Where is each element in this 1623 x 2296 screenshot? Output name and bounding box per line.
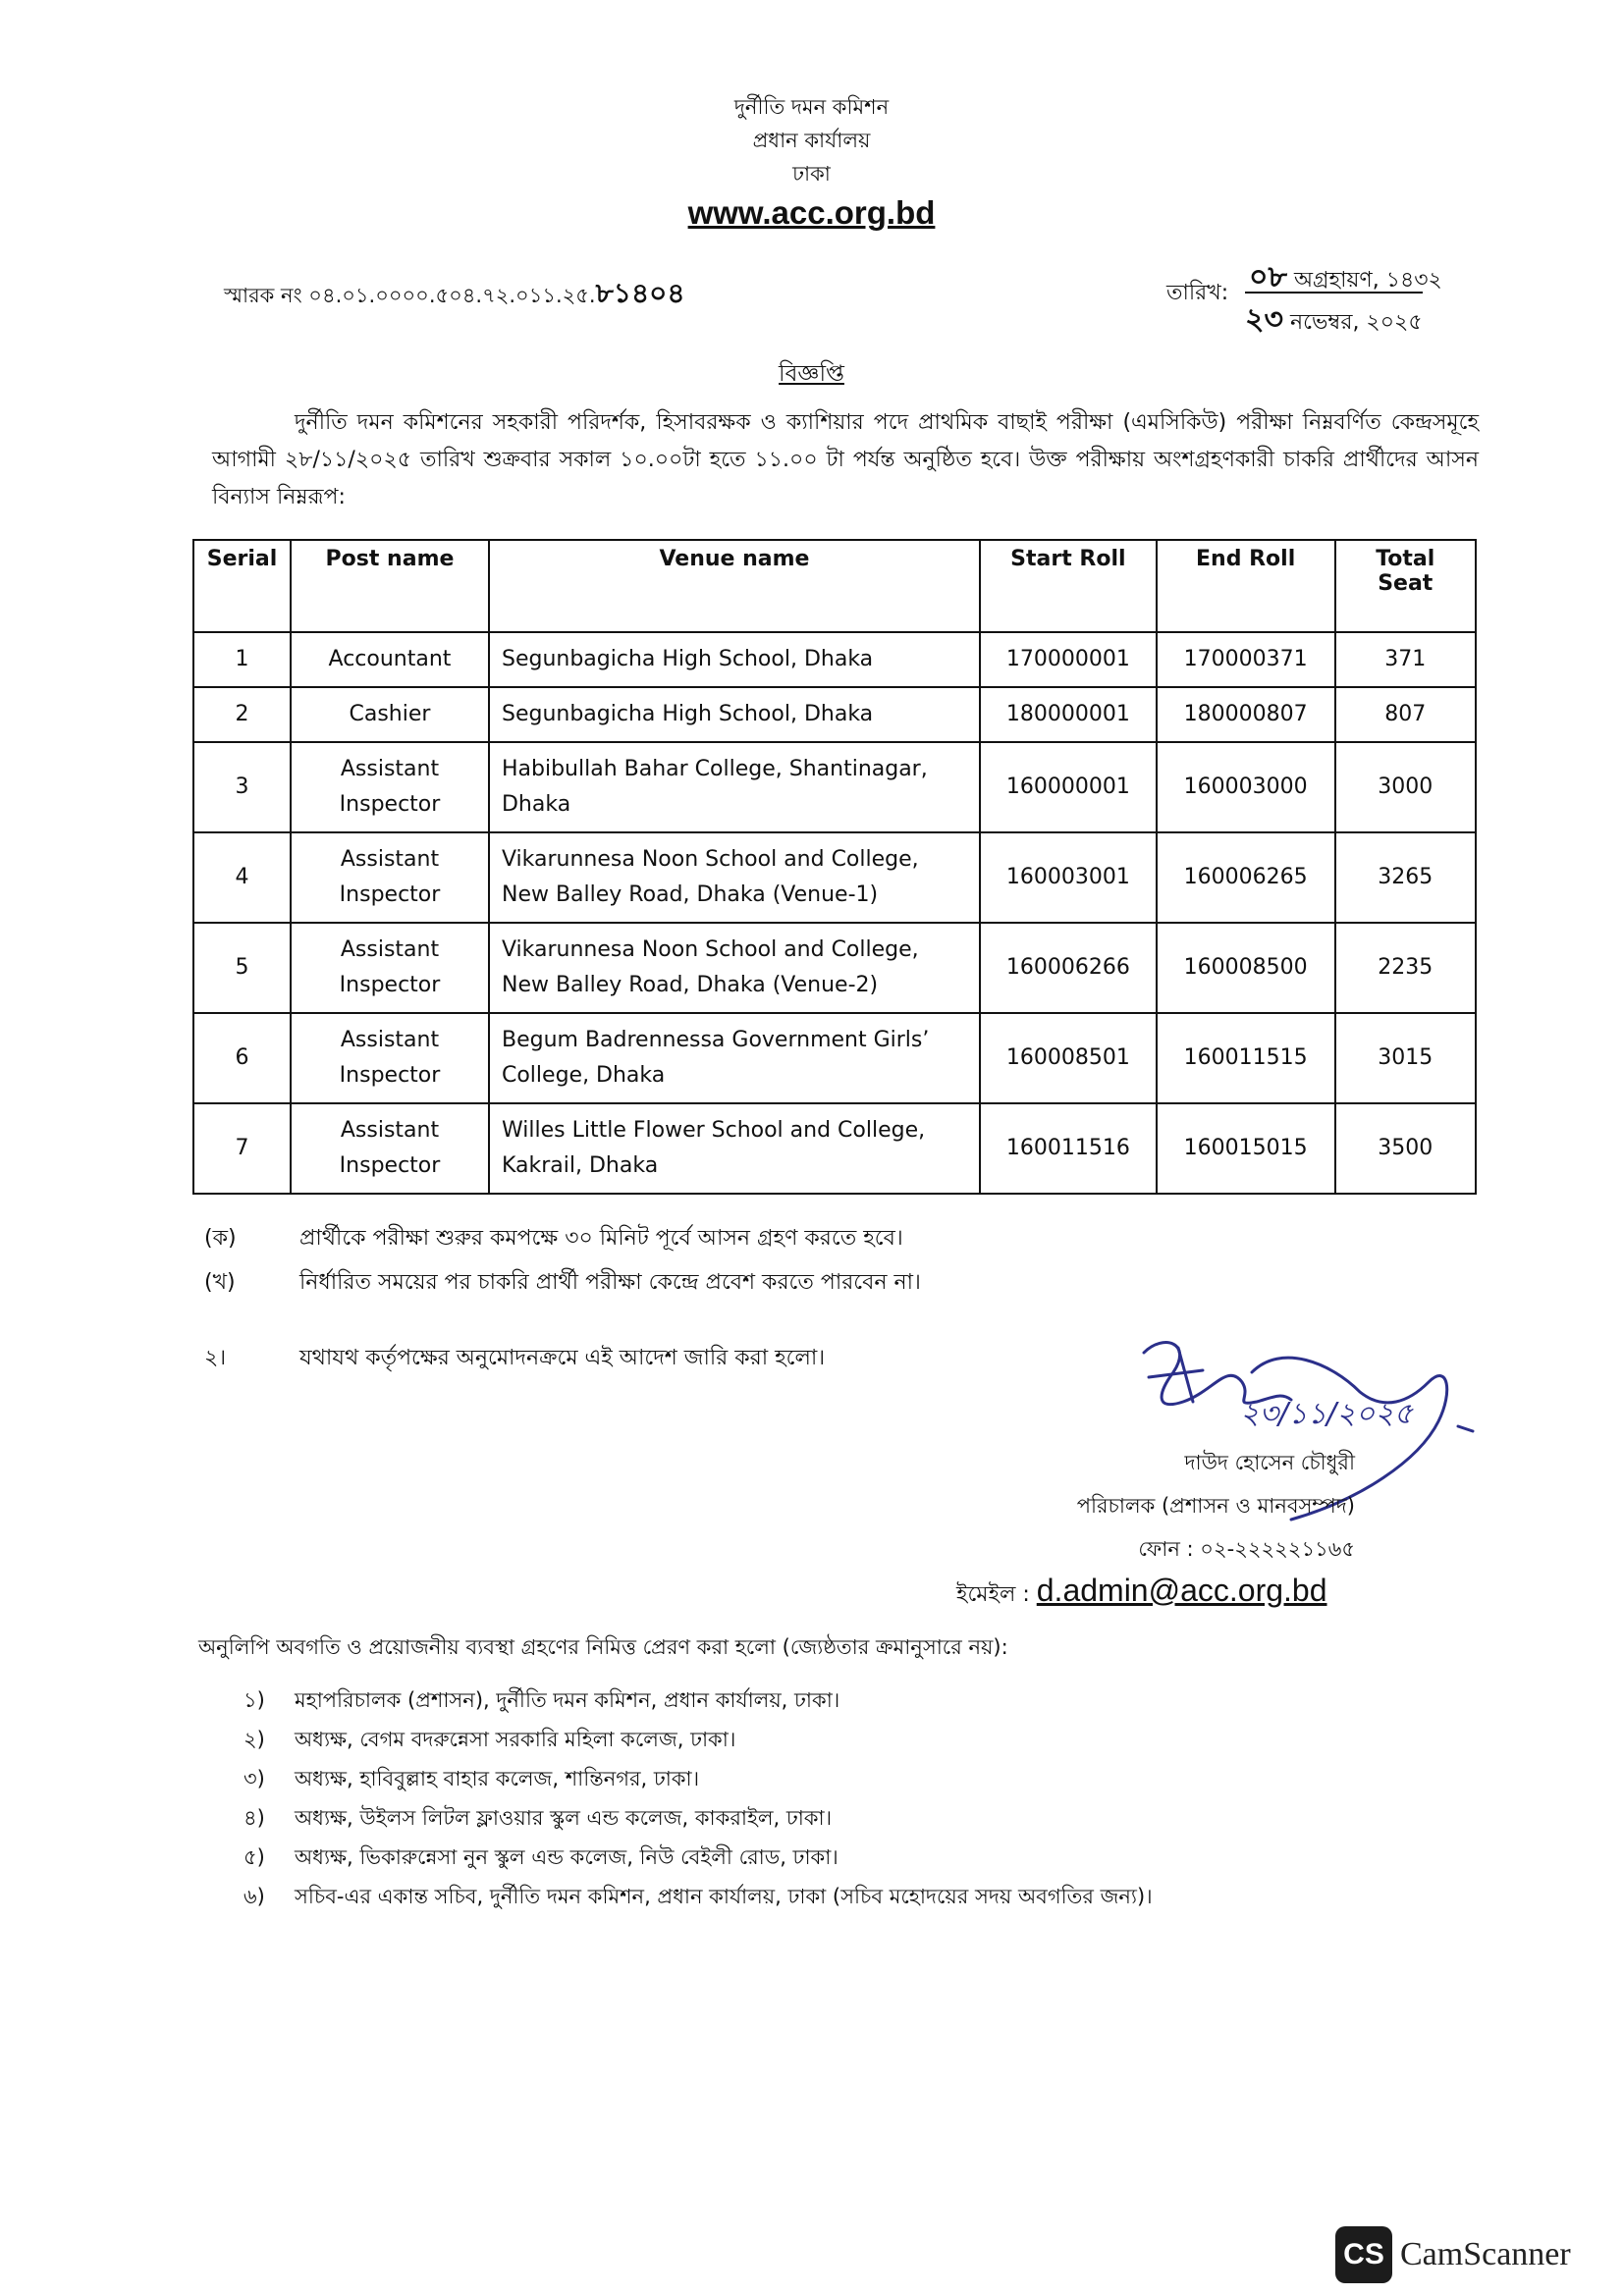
table-row — [193, 923, 1476, 1013]
cell-end-roll: 160003000 — [1157, 742, 1335, 832]
memo-number — [224, 272, 685, 318]
cell-total-seat: 3015 — [1335, 1013, 1476, 1103]
note-text: প্রার্থীকে পরীক্ষা শুরুর কমপক্ষে ৩০ মিনিট পূর্বে আসন গ্রহণ করতে হবে। — [299, 1226, 903, 1251]
cell-post: Assistant Inspector — [291, 1103, 489, 1194]
cell-start-roll: 180000001 — [980, 687, 1157, 742]
list-item-text: অধ্যক্ষ, বেগম বদরুন্নেসা সরকারি মহিলা কলেজ, ঢাকা। — [295, 1728, 736, 1751]
cell-start-roll: 160000001 — [980, 742, 1157, 832]
cell-total-seat: 3500 — [1335, 1103, 1476, 1194]
clause-text: যথাযথ কর্তৃপক্ষের অনুমোদনক্রমে এই আদেশ জারি করা হলো। — [299, 1346, 826, 1370]
list-item — [243, 1798, 1153, 1838]
email-link[interactable]: d.admin@acc.org.bd — [1036, 1573, 1327, 1608]
cell-venue: Habibullah Bahar College, Shantinagar, Dhaka — [489, 742, 980, 832]
list-item — [243, 1681, 1153, 1720]
cell-total-seat: 807 — [1335, 687, 1476, 742]
cell-end-roll: 180000807 — [1157, 687, 1335, 742]
camscanner-logo-icon: CS — [1335, 2226, 1392, 2283]
list-item-text: অধ্যক্ষ, উইলস লিটল ফ্লাওয়ার স্কুল এন্ড কলেজ, কাকরাইল, ঢাকা। — [295, 1806, 833, 1830]
letterhead — [0, 90, 1623, 232]
cell-start-roll: 160003001 — [980, 832, 1157, 923]
list-item-text: মহাপরিচালক (প্রশাসন), দুর্নীতি দমন কমিশন, প্রধান কার্যালয়, ঢাকা। — [295, 1688, 840, 1712]
cell-start-roll: 170000001 — [980, 632, 1157, 687]
list-item-number: ১) — [243, 1688, 265, 1712]
cell-total-seat: 3000 — [1335, 742, 1476, 832]
table-header-row — [193, 540, 1476, 632]
cell-serial: 4 — [193, 832, 291, 923]
cell-venue: Segunbagicha High School, Dhaka — [489, 632, 980, 687]
table-row — [193, 1103, 1476, 1194]
signer-block — [943, 1441, 1355, 1571]
cell-serial: 3 — [193, 742, 291, 832]
notice-paragraph: দুর্নীতি দমন কমিশনের সহকারী পরিদর্শক, হিসাবরক্ষক ও ক্যাশিয়ার পদে প্রাথমিক বাছাই পরীক্ষা (এমসিকিউ) পরীক্ষা নিম্নবর্ণিত কেন্দ্রসমূহে আগামী ২৮/১১/২০২৫ তারিখ শুক্রবার সকাল ১০.০০টা হতে ১১.০০ টা পর্যন্ত অনুষ্ঠিত হবে। উক্ত পরীক্ষায় অংশগ্রহণকারী চাকরি প্রার্থীদের আসন বিন্যাস নিম্নরূপ: — [212, 410, 1479, 509]
cell-post: Cashier — [291, 687, 489, 742]
cell-post: Assistant Inspector — [291, 1013, 489, 1103]
table-row — [193, 632, 1476, 687]
cell-venue: Vikarunnesa Noon School and College, New Balley Road, Dhaka (Venue-2) — [489, 923, 980, 1013]
list-item-text: অধ্যক্ষ, ভিকারুন্নেসা নুন স্কুল এন্ড কলেজ, নিউ বেইলী রোড, ঢাকা। — [295, 1845, 839, 1869]
camscanner-label: CamScanner — [1400, 2236, 1571, 2272]
date-label: তারিখ: — [1166, 281, 1229, 305]
note-marker: (ক) — [204, 1226, 237, 1251]
copy-intro: অনুলিপি অবগতি ও প্রয়োজনীয় ব্যবস্থা গ্রহণের নিমিত্ত প্রেরণ করা হলো (জ্যেষ্ঠতার ক্রমানুসারে নয়): — [198, 1635, 1008, 1659]
list-item — [243, 1720, 1153, 1759]
list-item — [243, 1877, 1153, 1916]
list-item — [243, 1759, 1153, 1798]
cell-venue: Willes Little Flower School and College, Kakrail, Dhaka — [489, 1103, 980, 1194]
cell-post: Assistant Inspector — [291, 923, 489, 1013]
office-name: প্রধান কার্যালয় — [752, 129, 871, 152]
cell-serial: 5 — [193, 923, 291, 1013]
cell-start-roll: 160008501 — [980, 1013, 1157, 1103]
note-text: নির্ধারিত সময়ের পর চাকরি প্রার্থী পরীক্ষা কেন্দ্রে প্রবেশ করতে পারবেন না। — [299, 1270, 921, 1295]
cell-total-seat: 2235 — [1335, 923, 1476, 1013]
cell-total-seat: 371 — [1335, 632, 1476, 687]
header-venue-name: Venue name — [489, 540, 980, 632]
list-item-number: ৬) — [243, 1885, 265, 1908]
cell-serial: 7 — [193, 1103, 291, 1194]
memo-handwritten-number: ৮১৪০৪ — [595, 277, 685, 309]
cell-end-roll: 160011515 — [1157, 1013, 1335, 1103]
city-name: ঢাকা — [792, 162, 831, 186]
header-total-seat: Total Seat — [1335, 540, 1476, 632]
cell-serial: 2 — [193, 687, 291, 742]
cell-end-roll: 160015015 — [1157, 1103, 1335, 1194]
copy-list — [243, 1681, 1153, 1916]
list-item-number: ৩) — [243, 1767, 265, 1790]
signature-handwritten-date: ২৩/১১/২০২৫ — [1240, 1397, 1414, 1431]
cell-venue: Begum Badrennessa Government Girls’ College, Dhaka — [489, 1013, 980, 1103]
date-english-month-year: নভেম্বর, ২০২৫ — [1290, 310, 1423, 335]
notice-title: বিজ্ঞপ্তি — [779, 361, 844, 387]
cell-end-roll: 170000371 — [1157, 632, 1335, 687]
cell-end-roll: 160008500 — [1157, 923, 1335, 1013]
signer-designation: পরিচালক (প্রশাসন ও মানবসম্পদ) — [1076, 1494, 1355, 1518]
table-row — [193, 687, 1476, 742]
date-bangla-month-year: অগ্রহায়ণ, ১৪৩২ — [1293, 268, 1442, 293]
list-item-number: ৪) — [243, 1806, 265, 1830]
cell-serial: 1 — [193, 632, 291, 687]
website-link[interactable]: www.acc.org.bd — [687, 194, 936, 231]
table-row — [193, 832, 1476, 923]
cell-venue: Segunbagicha High School, Dhaka — [489, 687, 980, 742]
list-item — [243, 1838, 1153, 1877]
org-name: দুর্নীতি দমন কমিশন — [733, 95, 890, 119]
cell-post: Assistant Inspector — [291, 832, 489, 923]
cell-post: Assistant Inspector — [291, 742, 489, 832]
email-label: ইমেইল : — [956, 1582, 1030, 1607]
date-english — [1245, 292, 1423, 346]
seat-plan-table — [192, 539, 1477, 1195]
list-item-number: ৫) — [243, 1845, 265, 1869]
signer-email-row — [956, 1573, 1327, 1614]
cell-start-roll: 160011516 — [980, 1103, 1157, 1194]
cell-start-roll: 160006266 — [980, 923, 1157, 1013]
signer-name: দাউদ হোসেন চৌধুরী — [1184, 1451, 1355, 1474]
table-row — [193, 1013, 1476, 1103]
memo-prefix: স্মারক নং ০৪.০১.০০০০.৫০৪.৭২.০১১.২৫. — [224, 284, 596, 307]
cell-serial: 6 — [193, 1013, 291, 1103]
cell-total-seat: 3265 — [1335, 832, 1476, 923]
header-post-name: Post name — [291, 540, 489, 632]
header-serial: Serial — [193, 540, 291, 632]
date-bangla-day: ০৮ — [1249, 260, 1287, 294]
cell-end-roll: 160006265 — [1157, 832, 1335, 923]
signer-phone: ফোন : ০২-২২২২২১১৬৫ — [1138, 1537, 1355, 1561]
header-start-roll: Start Roll — [980, 540, 1157, 632]
cell-venue: Vikarunnesa Noon School and College, New Balley Road, Dhaka (Venue-1) — [489, 832, 980, 923]
clause-marker: ২। — [204, 1346, 227, 1370]
list-item-text: সচিব-এর একান্ত সচিব, দুর্নীতি দমন কমিশন, প্রধান কার্যালয়, ঢাকা (সচিব মহোদয়ের সদয় অবগতির জন্য)। — [295, 1885, 1153, 1908]
date-english-day: ২৩ — [1245, 302, 1284, 337]
note-marker: (খ) — [204, 1270, 236, 1295]
list-item-text: অধ্যক্ষ, হাবিবুল্লাহ বাহার কলেজ, শান্তিনগর, ঢাকা। — [295, 1767, 700, 1790]
header-end-roll: End Roll — [1157, 540, 1335, 632]
cell-post: Accountant — [291, 632, 489, 687]
table-row — [193, 742, 1476, 832]
list-item-number: ২) — [243, 1728, 265, 1751]
